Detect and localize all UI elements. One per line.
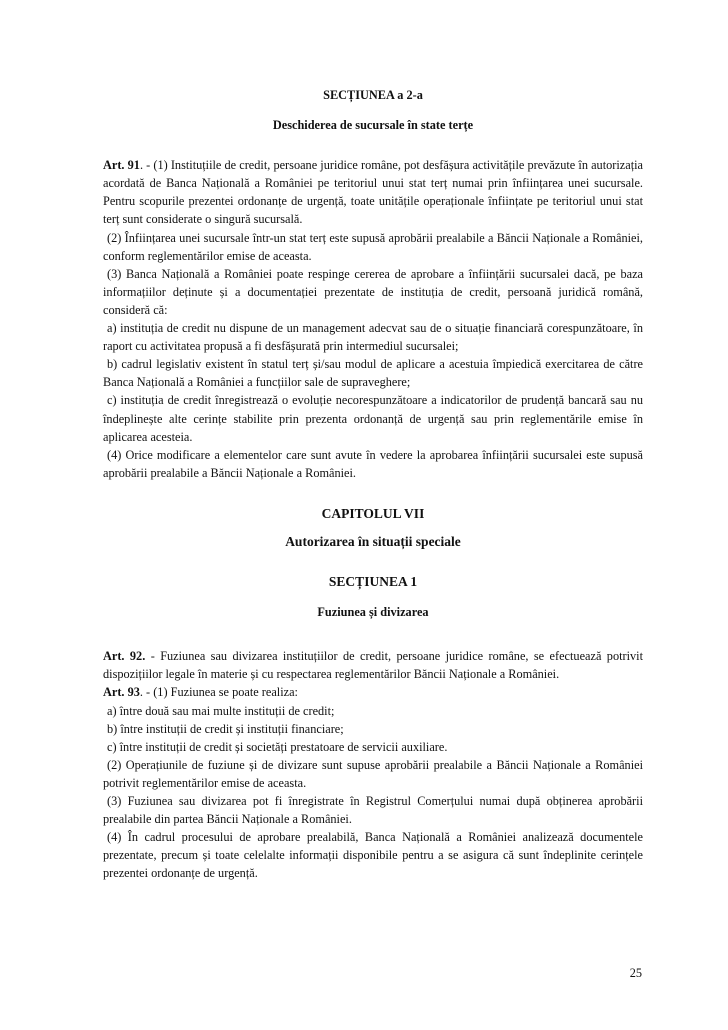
article-91-paragraph-4: (4) Orice modificare a elementelor care sunt avute în vedere la aprobarea înființării sucursalei este supusă aprobării prealabile a Băncii Naționale a României. — [103, 447, 643, 480]
chapter-subtitle: Autorizarea în situații speciale — [285, 533, 461, 549]
article-93-item-b: b) între instituții de credit și instituții financiare; — [107, 721, 344, 736]
page-number: 25 — [629, 966, 642, 980]
article-93-item-c: c) între instituții de credit și societăți prestatoare de servicii auxiliare. — [107, 739, 448, 754]
section-1-title: SECȚIUNEA 1 — [328, 574, 418, 590]
section-subtitle: Deschiderea de sucursale în state terțe — [272, 118, 474, 133]
article-93-label: Art. 93 — [103, 685, 140, 700]
article-93-paragraph-4: (4) În cadrul procesului de aprobare prealabilă, Banca Națională a României analizează documentele prezentate, precum și toate celelalte informații disponibile pentru a se asigura că sunt îndeplinite cerințele prezentei ordonanțe de urgență. — [103, 830, 643, 881]
article-92-paragraph: Art. 92. - Fuziunea sau divizarea instituțiilor de credit, persoane juridice române, se efectuează potrivit dispozițiilor legale în materie și cu respectarea reglementărilor Băncii Naționale a României. — [103, 649, 644, 682]
article-91-paragraph-1: Art. 91. - (1) Instituțiile de credit, persoane juridice române, pot desfășura activitățile prevăzute în autorizația acordată de Banca Națională a României pe teritoriul unui stat terț numai prin înființarea unei sucursale. Pentru scopurile prezentei ordonanțe de urgență, toate unitățile operaționale înființate pe teritoriul unui stat terț sunt considerate o singură sucursală. — [103, 158, 643, 227]
article-91-item-b: b) cadrul legislativ existent în statul terț și/sau modul de aplicare a acestuia împiedică exercitarea de către Banca Națională a României a funcțiilor sale de supraveghere; — [103, 357, 643, 390]
article-91-paragraph-3: (3) Banca Națională a României poate respinge cererea de aprobare a înființării sucursalei dacă, pe baza informațiilor deținute și a documentației prezentate de instituția de credit, persoană juridică română, consideră că: — [103, 266, 643, 317]
article-92-label: Art. 92. — [103, 649, 146, 664]
chapter-title: CAPITOLUL VII — [321, 505, 425, 521]
article-93-paragraph-2: (2) Operațiunile de fuziune și de divizare sunt supuse aprobării prealabile a Băncii Naționale a României potrivit reglementărilor emise de aceasta. — [103, 757, 643, 790]
article-91-label: Art. 91 — [103, 158, 140, 173]
section-title: SECȚIUNEA a 2-a — [323, 88, 423, 102]
article-93-paragraph-3: (3) Fuziunea sau divizarea pot fi înregistrate în Registrul Comerțului numai după obținerea aprobării prealabile din partea Băncii Naționale a României. — [103, 794, 643, 827]
section-1-subtitle: Fuziunea și divizarea — [317, 605, 429, 620]
article-91-item-a: a) instituția de credit nu dispune de un management adecvat sau de o situație financiară corespunzătoare, în raport cu activitatea propusă a fi desfășurată prin intermediul sucursalei; — [103, 321, 643, 354]
article-91-paragraph-2: (2) Înființarea unei sucursale într-un stat terț este supusă aprobării prealabile a Băncii Naționale a României, conform reglementărilor emise de aceasta. — [103, 230, 643, 263]
article-93-paragraph-1: Art. 93. - (1) Fuziunea se poate realiza: — [103, 685, 298, 700]
document-body — [103, 86, 643, 882]
article-91-item-c: c) instituția de credit înregistrează o evoluție necorespunzătoare a indicatorilor de prudență bancară sau nu îndeplinește alte cerințe stabilite prin prezenta ordonanță de urgență sau prin reglementările emise în aplicarea acesteia. — [103, 393, 643, 444]
article-93-item-a: a) între două sau mai multe instituții de credit; — [107, 703, 335, 718]
